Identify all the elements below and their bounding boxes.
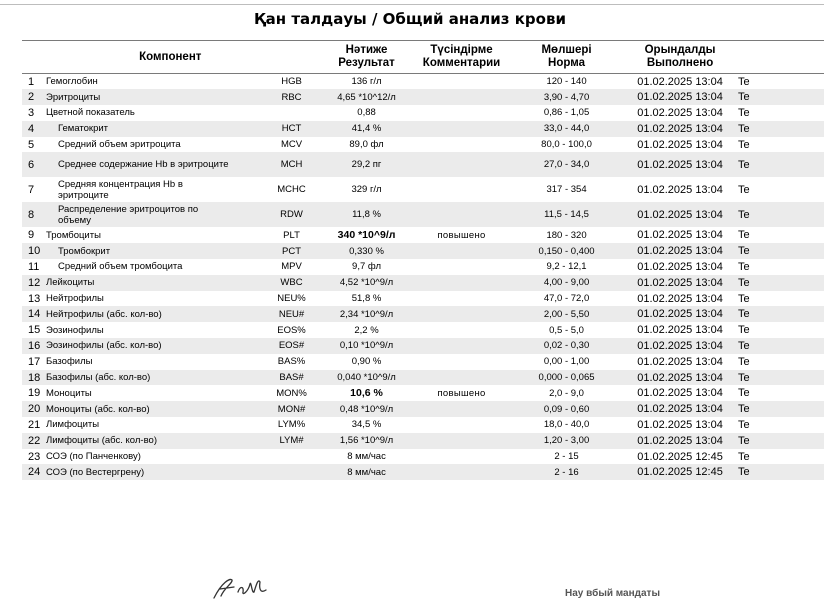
done-datetime: 01.02.2025 13:04 (637, 75, 723, 88)
component-code (264, 449, 319, 465)
extra-cell: Te (738, 106, 750, 119)
extra-cell: Te (738, 324, 750, 337)
done-datetime: 01.02.2025 13:04 (624, 121, 736, 137)
done-datetime: 01.02.2025 13:04 (637, 183, 723, 196)
done-datetime: 01.02.2025 13:04 (637, 260, 723, 273)
extra-cell: Te (736, 152, 824, 177)
extra-cell: Te (738, 355, 750, 368)
norm-range: 2,00 - 5,50 (509, 306, 624, 322)
component-code: MON% (276, 387, 307, 399)
component-name: Лимфоциты (46, 419, 100, 431)
row-number: 17 (28, 355, 41, 368)
row-number: 3 (28, 106, 35, 119)
comment-value (414, 177, 509, 202)
component-name: Эозинофилы (46, 324, 104, 336)
done-datetime: 01.02.2025 12:45 (637, 450, 723, 463)
extra-cell: Te (738, 260, 750, 273)
extra-cell: Te (736, 89, 824, 105)
result-value: 0,90 % (351, 356, 382, 368)
result-value: 4,52 *10^9/л (319, 275, 414, 291)
row-number: 21 (28, 418, 41, 431)
norm-range: 3,90 - 4,70 (509, 89, 624, 105)
results-table (22, 40, 824, 480)
table-row (22, 177, 824, 202)
norm-range: 317 - 354 (546, 184, 587, 196)
component-code: BAS% (277, 356, 306, 368)
norm-range: 33,0 - 44,0 (509, 121, 624, 137)
comment-value (414, 259, 509, 275)
norm-range: 0,02 - 0,30 (509, 338, 624, 354)
norm-range: 0,000 - 0,065 (509, 370, 624, 386)
row-number: 5 (28, 138, 35, 151)
row-number: 10 (22, 243, 44, 259)
header-done: Орындалды Выполнено (624, 41, 736, 74)
norm-range: 0,150 - 0,400 (509, 243, 624, 259)
row-number: 4 (22, 121, 44, 137)
comment-value (414, 152, 509, 177)
table-row (22, 449, 824, 465)
result-value: 329 г/л (351, 184, 382, 196)
row-number: 13 (28, 292, 41, 305)
result-value: 1,56 *10^9/л (319, 433, 414, 449)
component-code: RDW (264, 202, 319, 227)
header-component: Компонент (22, 41, 319, 74)
extra-cell: Te (736, 121, 824, 137)
table-row (22, 433, 824, 449)
component-code: EOS% (277, 324, 306, 336)
comment-value (414, 306, 509, 322)
component-name: СОЭ (по Вестергрену) (44, 464, 264, 480)
norm-range: 11,5 - 14,5 (509, 202, 624, 227)
row-number: 20 (22, 401, 44, 417)
extra-cell: Te (738, 75, 750, 88)
extra-cell: Te (736, 464, 824, 480)
extra-cell: Te (736, 401, 824, 417)
row-number: 24 (22, 464, 44, 480)
norm-range: 47,0 - 72,0 (543, 293, 590, 305)
done-datetime: 01.02.2025 13:04 (637, 387, 723, 400)
table-row (22, 74, 824, 90)
row-number: 2 (22, 89, 44, 105)
result-value: 41,4 % (319, 121, 414, 137)
row-number: 7 (28, 183, 35, 196)
comment-value (414, 338, 509, 354)
component-name: Базофилы (46, 356, 93, 368)
component-name: Средний объем эритроцита (58, 139, 181, 151)
comment-value (414, 322, 509, 338)
table-row (22, 121, 824, 137)
comment-value (414, 89, 509, 105)
component-code: MCV (280, 139, 303, 151)
table-row (22, 401, 824, 417)
done-datetime: 01.02.2025 13:04 (624, 202, 736, 227)
comment-value (414, 291, 509, 307)
component-code: NEU% (277, 293, 306, 305)
table-row (22, 464, 824, 480)
comment-value (414, 202, 509, 227)
comment-value (414, 370, 509, 386)
done-datetime: 01.02.2025 13:04 (624, 89, 736, 105)
footer-note: Нау вбый мандаты (565, 588, 660, 599)
component-name: Средний объем тромбоцита (58, 261, 183, 273)
row-number: 16 (22, 338, 44, 354)
component-name: Нейтрофилы (абс. кол-во) (44, 306, 264, 322)
component-code: NEU# (264, 306, 319, 322)
comment-value (414, 401, 509, 417)
norm-range: 4,00 - 9,00 (509, 275, 624, 291)
table-body (22, 74, 824, 481)
extra-cell: Te (736, 275, 824, 291)
component-name: Распределение эритроцитов по объему (44, 202, 264, 227)
done-datetime: 01.02.2025 13:04 (624, 370, 736, 386)
row-number: 14 (22, 306, 44, 322)
component-code: WBC (264, 275, 319, 291)
result-value: 9,7 фл (352, 261, 382, 273)
comment-value (414, 121, 509, 137)
result-value: 0,330 % (319, 243, 414, 259)
extra-cell: Te (738, 138, 750, 151)
extra-cell: Te (736, 306, 824, 322)
component-name: Базофилы (абс. кол-во) (44, 370, 264, 386)
table-row (22, 417, 824, 433)
norm-range: 80,0 - 100,0 (541, 139, 592, 151)
result-value: 0,48 *10^9/л (319, 401, 414, 417)
extra-cell: Te (736, 202, 824, 227)
norm-range: 0,09 - 0,60 (509, 401, 624, 417)
extra-cell: Te (736, 338, 824, 354)
component-code (264, 105, 319, 121)
component-code: LYM% (277, 419, 306, 431)
result-value: 8 мм/час (347, 451, 386, 463)
component-code: EOS# (264, 338, 319, 354)
norm-range: 1,20 - 3,00 (509, 433, 624, 449)
result-value: 8 мм/час (319, 464, 414, 480)
row-number: 15 (28, 324, 41, 337)
extra-cell: Te (738, 183, 750, 196)
component-code: HCT (264, 121, 319, 137)
done-datetime: 01.02.2025 13:04 (637, 418, 723, 431)
norm-range: 2 - 15 (554, 451, 579, 463)
component-code: LYM# (264, 433, 319, 449)
component-name: Лейкоциты (44, 275, 264, 291)
done-datetime: 01.02.2025 13:04 (624, 275, 736, 291)
table-row (22, 105, 824, 121)
table-header-row (22, 41, 824, 74)
result-value: 4,65 *10^12/л (319, 89, 414, 105)
norm-range: 27,0 - 34,0 (509, 152, 624, 177)
norm-range: 2,0 - 9,0 (549, 387, 584, 399)
done-datetime: 01.02.2025 13:04 (637, 106, 723, 119)
table-row (22, 338, 824, 354)
result-value: 0,040 *10^9/л (319, 370, 414, 386)
extra-cell: Te (736, 243, 824, 259)
table-row (22, 306, 824, 322)
table-row (22, 152, 824, 177)
component-name: Гематокрит (44, 121, 264, 137)
comment-value (414, 105, 509, 121)
component-name: Гемоглобин (46, 76, 98, 88)
comment-value (414, 417, 509, 433)
component-name: Средняя концентрация Hb в эритроците (58, 178, 183, 201)
signature-mark (208, 576, 278, 600)
done-datetime: 01.02.2025 13:04 (637, 292, 723, 305)
done-datetime: 01.02.2025 12:45 (624, 464, 736, 480)
result-value: 34,5 % (351, 419, 382, 431)
norm-range: 9,2 - 12,1 (546, 261, 587, 273)
done-datetime: 01.02.2025 13:04 (624, 243, 736, 259)
comment-value: повышено (437, 229, 486, 241)
table-row (22, 259, 824, 275)
table-row (22, 202, 824, 227)
done-datetime: 01.02.2025 13:04 (624, 433, 736, 449)
component-code (264, 464, 319, 480)
component-name: Лимфоциты (абс. кол-во) (44, 433, 264, 449)
row-number: 19 (28, 387, 41, 400)
result-value: 2,34 *10^9/л (319, 306, 414, 322)
comment-value: повышено (437, 387, 486, 399)
extra-cell: Te (738, 450, 750, 463)
component-name: Среднее содержание Hb в эритроците (44, 152, 264, 177)
norm-range: 180 - 320 (546, 229, 587, 241)
component-code: RBC (264, 89, 319, 105)
component-name: Тромбокрит (44, 243, 264, 259)
row-number: 12 (22, 275, 44, 291)
comment-value (414, 275, 509, 291)
extra-cell: Te (738, 418, 750, 431)
page-title: Қан талдауы / Общий анализ крови (254, 10, 566, 28)
result-value: 89,0 фл (349, 139, 384, 151)
result-value: 340 *10^9/л (337, 229, 396, 242)
table-row (22, 291, 824, 307)
result-value: 11,8 % (319, 202, 414, 227)
row-number: 6 (22, 152, 44, 177)
norm-range: 120 - 140 (546, 76, 587, 88)
done-datetime: 01.02.2025 13:04 (637, 138, 723, 151)
component-code: MON# (264, 401, 319, 417)
result-value: 51,8 % (351, 293, 382, 305)
component-code: PCT (264, 243, 319, 259)
done-datetime: 01.02.2025 13:04 (637, 355, 723, 368)
component-name: Моноциты (абс. кол-во) (44, 401, 264, 417)
norm-range: 0,86 - 1,05 (543, 107, 590, 119)
result-value: 0,10 *10^9/л (319, 338, 414, 354)
header-comment: Түсіндірме Комментарии (414, 41, 509, 74)
component-name: Эритроциты (44, 89, 264, 105)
norm-range: 18,0 - 40,0 (543, 419, 590, 431)
comment-value (414, 464, 509, 480)
norm-range: 2 - 16 (509, 464, 624, 480)
component-code: MPV (281, 261, 302, 273)
done-datetime: 01.02.2025 13:04 (624, 152, 736, 177)
done-datetime: 01.02.2025 13:04 (637, 324, 723, 337)
result-value: 2,2 % (354, 324, 379, 336)
component-code: HGB (281, 76, 302, 88)
done-datetime: 01.02.2025 13:04 (624, 306, 736, 322)
norm-range: 0,00 - 1,00 (543, 356, 590, 368)
comment-value (414, 354, 509, 370)
result-value: 10,6 % (350, 387, 383, 400)
extra-cell: Te (738, 229, 750, 242)
table-row (22, 322, 824, 338)
done-datetime: 01.02.2025 13:04 (637, 229, 723, 242)
row-number: 1 (28, 75, 35, 88)
row-number: 8 (22, 202, 44, 227)
done-datetime: 01.02.2025 13:04 (624, 401, 736, 417)
top-border-line (0, 0, 824, 5)
result-value: 136 г/л (351, 76, 382, 88)
row-number: 23 (28, 450, 41, 463)
comment-value (414, 243, 509, 259)
row-number: 18 (22, 370, 44, 386)
component-name: Моноциты (46, 387, 92, 399)
component-code: MCHC (277, 184, 306, 196)
done-datetime: 01.02.2025 13:04 (624, 338, 736, 354)
table-row (22, 370, 824, 386)
table-row (22, 275, 824, 291)
row-number: 22 (22, 433, 44, 449)
result-value: 29,2 пг (319, 152, 414, 177)
row-number: 11 (28, 260, 40, 273)
component-code: BAS# (264, 370, 319, 386)
table-row (22, 243, 824, 259)
header-extra (736, 41, 824, 74)
table-row (22, 89, 824, 105)
component-name: СОЭ (по Панченкову) (46, 451, 141, 463)
table-row (22, 227, 824, 243)
table-row (22, 354, 824, 370)
component-code: MCH (264, 152, 319, 177)
extra-cell: Te (736, 433, 824, 449)
result-value: 0,88 (357, 107, 376, 119)
component-name: Эозинофилы (абс. кол-во) (44, 338, 264, 354)
comment-value (414, 433, 509, 449)
extra-cell: Te (736, 370, 824, 386)
comment-value (414, 74, 509, 90)
header-result: Нәтиже Результат (319, 41, 414, 74)
component-name: Нейтрофилы (46, 293, 104, 305)
comment-value (414, 449, 509, 465)
row-number: 9 (28, 229, 35, 242)
table-row (22, 137, 824, 153)
norm-range: 0,5 - 5,0 (549, 324, 584, 336)
extra-cell: Te (738, 292, 750, 305)
header-norm: Мөлшері Норма (509, 41, 624, 74)
comment-value (414, 137, 509, 153)
component-name: Цветной показатель (46, 107, 135, 119)
component-code: PLT (283, 229, 300, 241)
extra-cell: Te (738, 387, 750, 400)
component-name: Тромбоциты (46, 229, 101, 241)
table-row (22, 385, 824, 401)
